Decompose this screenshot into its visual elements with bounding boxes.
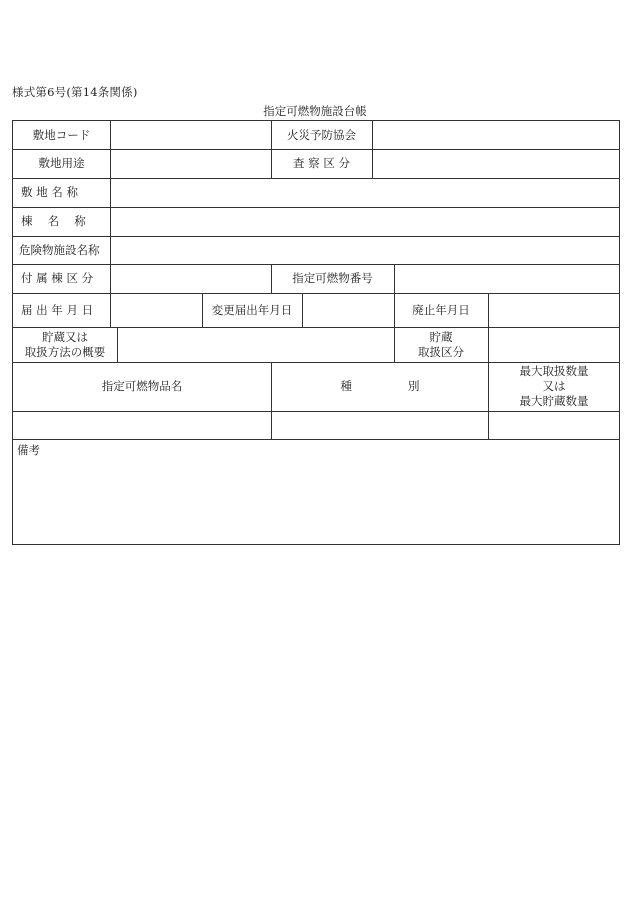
form-title: 指定可燃物施設台帳: [263, 104, 367, 118]
storage-class-label-line2: 取扱区分: [418, 344, 464, 359]
designated-no-label: 指定可燃物番号: [292, 271, 373, 285]
type-field: [272, 411, 488, 439]
building-name-field: [111, 207, 619, 236]
remarks-label: 備考: [17, 442, 40, 457]
form-caption: 様式第6号(第14条関係): [12, 85, 138, 99]
type-header-part1: 種: [340, 379, 352, 393]
fire-assoc-label: 火災予防協会: [287, 127, 356, 142]
notif-date-label: 届 出 年 月 日: [21, 302, 94, 317]
site-code-field: [111, 121, 271, 149]
site-use-field: [111, 149, 271, 178]
abolish-date-label: 廃止年月日: [412, 302, 470, 317]
designated-no-field: [395, 264, 619, 293]
max-qty-header-line2: 又は: [542, 379, 566, 393]
notif-date-field: [111, 293, 202, 327]
max-qty-field: [489, 411, 619, 439]
annex-field: [111, 264, 271, 293]
remarks-field: [13, 458, 619, 544]
site-name-label: 敷 地 名 称: [21, 185, 78, 199]
annex-label: 付 属 棟 区 分: [21, 271, 94, 285]
abolish-date-field: [489, 293, 619, 327]
hazmat-facility-label: 危険物施設名称: [19, 242, 100, 257]
site-code-label: 敷地コード: [32, 127, 91, 142]
max-qty-header: [489, 362, 619, 411]
max-qty-header-line3: 最大貯蔵数量: [519, 394, 589, 408]
type-header: [272, 362, 488, 411]
fire-assoc-field: [373, 121, 619, 149]
storage-overview-label-line1: 貯蔵又は: [42, 329, 88, 344]
site-name-field: [111, 178, 619, 207]
storage-class-label: [394, 327, 488, 362]
storage-overview-field: [118, 327, 394, 362]
inspection-field: [373, 149, 619, 178]
hazmat-facility-field: [111, 236, 619, 264]
storage-overview-label-line2: 取扱方法の概要: [24, 344, 106, 359]
storage-overview-label: [13, 327, 117, 362]
change-notif-date-label: 変更届出年月日: [211, 302, 293, 317]
building-name-label: 棟 名 称: [21, 214, 86, 228]
storage-class-field: [489, 327, 619, 362]
facility-register-form: [12, 120, 620, 545]
type-header-part2: 別: [408, 379, 420, 393]
site-use-label: 敷地用途: [38, 156, 85, 170]
product-name-field: [13, 411, 271, 439]
product-name-header: 指定可燃物品名: [101, 379, 183, 393]
change-notif-date-field: [303, 293, 394, 327]
inspection-label: 査 察 区 分: [293, 156, 350, 170]
storage-class-label-line1: 貯蔵: [429, 329, 453, 344]
max-qty-header-line1: 最大取扱数量: [519, 364, 589, 378]
